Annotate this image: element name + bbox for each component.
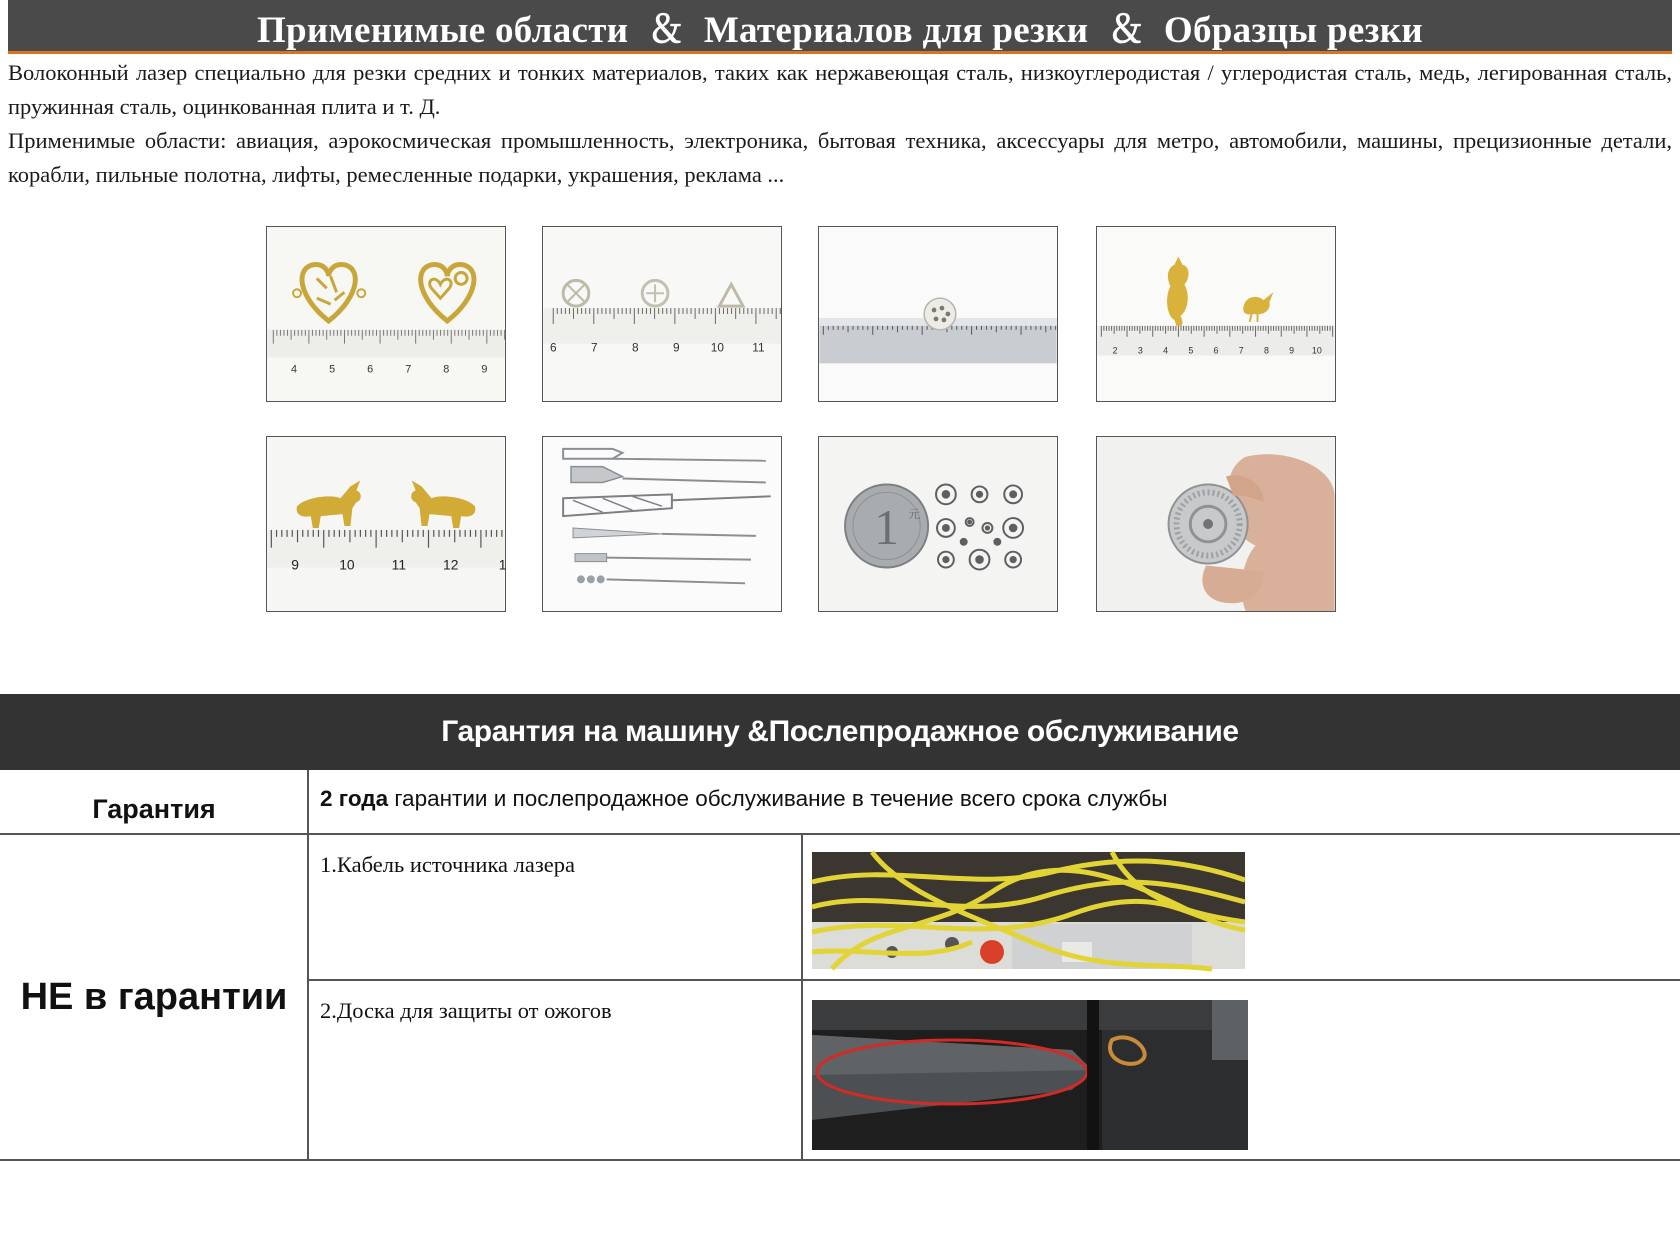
top-banner bbox=[8, 0, 1672, 54]
table-divider bbox=[801, 834, 803, 1160]
ruler-label: 6 bbox=[549, 340, 557, 355]
ruler-label: 6 bbox=[1213, 345, 1219, 356]
intro-paragraph-materials: Волоконный лазер специально для резки средних и тонких материалов, таких как нержавеющая сталь, низкоуглеродистая / углеродистая сталь, медь, легированная сталь, пружинная сталь, оцинкованная плита и т. Д. bbox=[8, 60, 1672, 119]
ruler-label: 5 bbox=[329, 363, 336, 376]
ruler-label: 8 bbox=[443, 363, 450, 376]
ruler-label: 12 bbox=[443, 556, 459, 573]
ruler-label: 6 bbox=[367, 363, 374, 376]
ruler-label: 10 bbox=[710, 340, 724, 355]
coin-numeral: 1 bbox=[874, 499, 899, 555]
ruler-label: 8 bbox=[632, 340, 639, 355]
page-title: Применимые области ＆ Материалов для резки ＆ Образцы резки bbox=[256, 9, 1424, 51]
ruler-label: 9 bbox=[1289, 345, 1295, 356]
ruler-label: 11 bbox=[391, 556, 407, 573]
ruler-label: 4 bbox=[291, 363, 298, 376]
ruler-label: 5 bbox=[1188, 345, 1194, 356]
heart-pendants-sample bbox=[266, 226, 506, 402]
burn-protection-board-photo bbox=[812, 1000, 1248, 1150]
table-divider bbox=[308, 979, 1680, 981]
warranty-details: гарантии и послепродажное обслуживание в течение всего срока службы bbox=[388, 786, 1168, 811]
intro-paragraph-applications: Применимые области: авиация, аэрокосмическая промышленность, электроника, бытовая техника, аксессуары для метро, автомобили, машины, прецизионные детали, корабли, пильные полотна, лифты, ремесленные подарки, украшения, реклама ... bbox=[8, 128, 1672, 187]
coin-character: 元 bbox=[908, 507, 921, 522]
ruler-label: 8 bbox=[1263, 345, 1269, 356]
ruler-label: 2 bbox=[1112, 345, 1118, 356]
ruler-label: 7 bbox=[590, 340, 598, 355]
intro-text bbox=[8, 56, 1672, 192]
coin-and-gears-sample bbox=[818, 436, 1058, 612]
excluded-item-2: 2.Доска для защиты от ожогов bbox=[320, 998, 612, 1023]
ruler-label: 4 bbox=[1163, 345, 1169, 356]
ruler-label: 7 bbox=[405, 363, 412, 376]
ruler-label: 9 bbox=[481, 363, 488, 376]
ruler-label: 1 bbox=[498, 556, 507, 573]
ruler-label: 9 bbox=[291, 556, 299, 573]
excluded-item-1: 1.Кабель источника лазера bbox=[320, 852, 575, 877]
cutting-samples-gallery bbox=[266, 226, 1342, 612]
ruler-label: 3 bbox=[1137, 345, 1143, 356]
tiny-round-part-sample bbox=[818, 226, 1058, 402]
unicorn-charms-sample bbox=[266, 436, 506, 612]
ruler-label: 7 bbox=[1238, 345, 1244, 356]
not-in-warranty-label: НЕ в гарантии bbox=[20, 975, 288, 1018]
service-section-header bbox=[0, 694, 1680, 770]
warranty-period: 2 года bbox=[320, 786, 389, 811]
yellow-fiber-cables-photo bbox=[812, 852, 1245, 969]
ruler-label: 10 bbox=[339, 556, 355, 573]
ruler-label: 10 bbox=[1311, 345, 1322, 356]
service-section-title: Гарантия на машину &Послепродажное обслуживание bbox=[441, 715, 1239, 748]
ruler-label: 11 bbox=[752, 340, 765, 355]
small-metal-shapes-sample bbox=[542, 226, 782, 402]
ruler-label: 9 bbox=[673, 340, 680, 355]
warranty-label: Гарантия bbox=[92, 793, 216, 824]
hand-held-disc-sample bbox=[1096, 436, 1336, 612]
precision-blades-sample bbox=[542, 436, 782, 612]
warranty-description bbox=[320, 786, 1167, 812]
cat-and-bird-sample bbox=[1096, 226, 1336, 402]
